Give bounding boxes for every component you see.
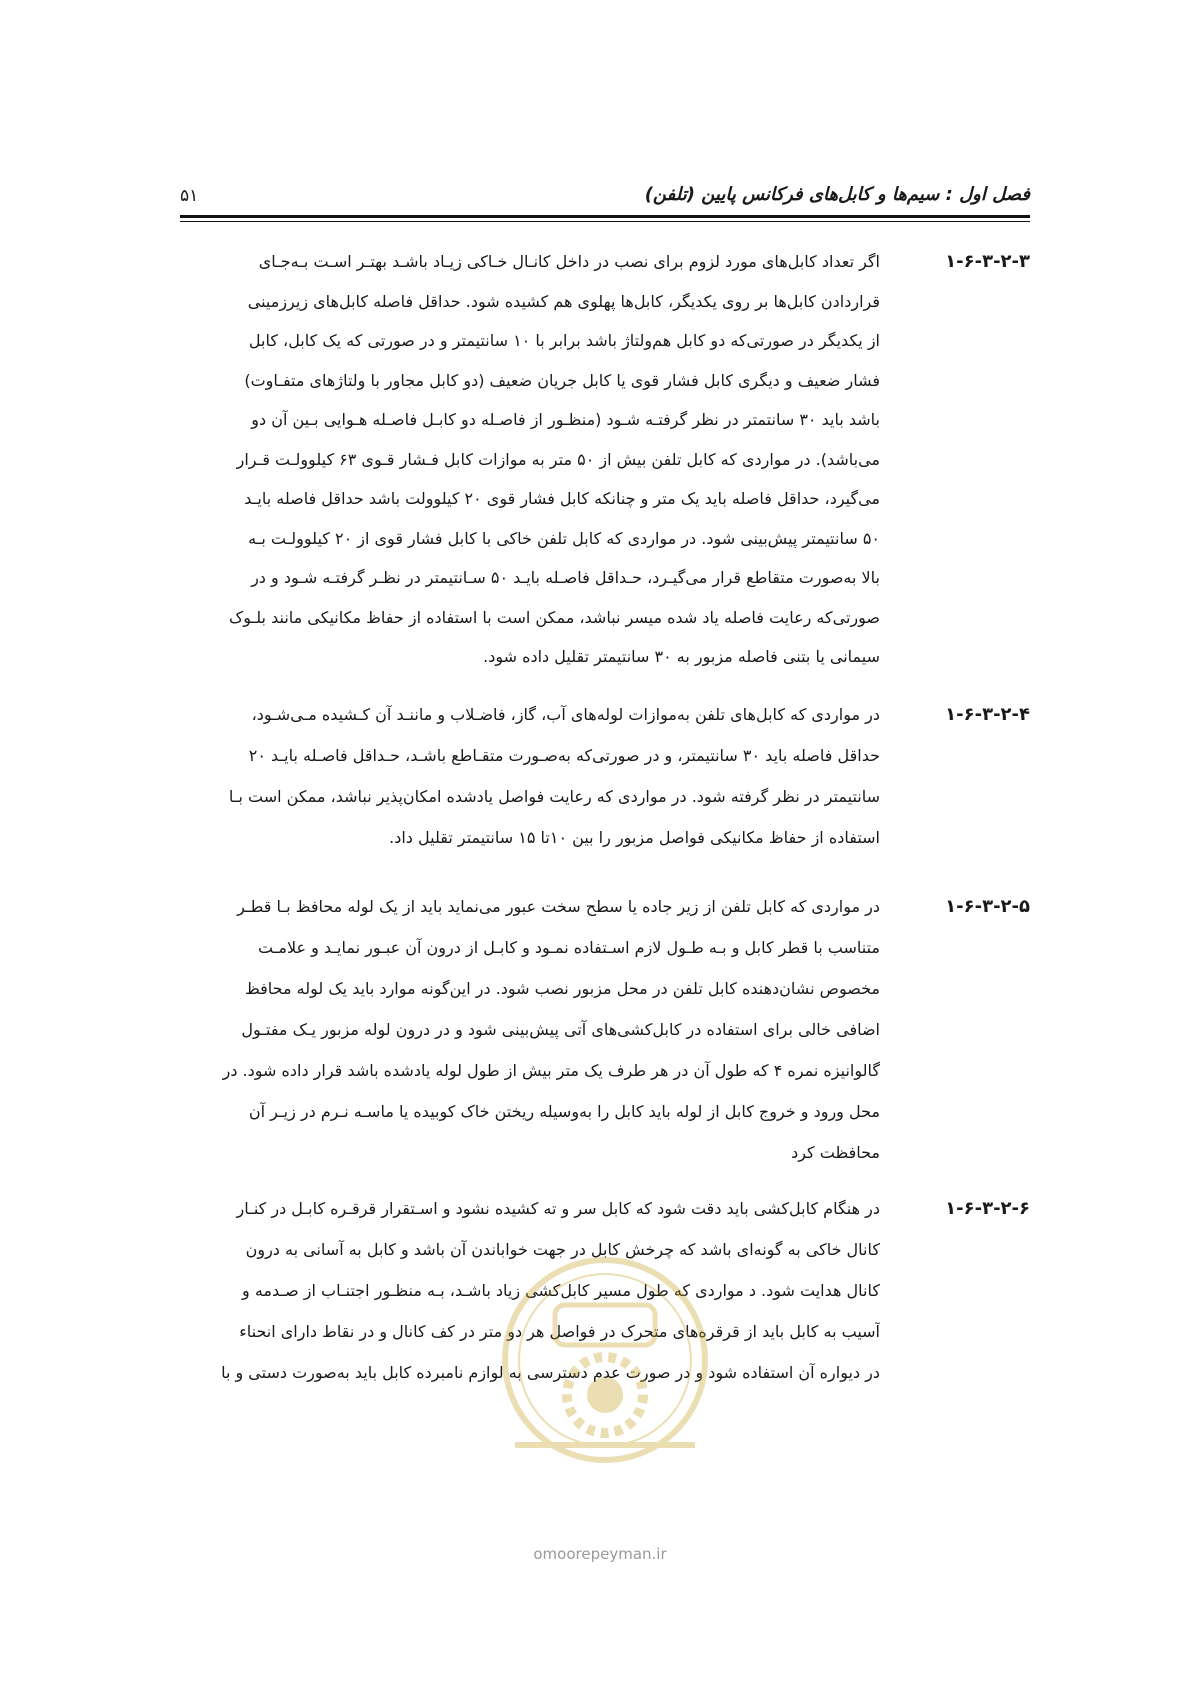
paragraph-line: باشد باید ۳۰ سانتمتر در نظر گرفتـه شـود (منظـور از فاصـله دو کابـل فاصـله هـوایی بـین آن دو — [251, 410, 880, 429]
paragraph-line: اگر تعداد کابل‌های مورد لزوم برای نصب در داخل کانـال خـاکی زیـاد باشـد بهتـر اسـت بـه‌جـای — [258, 252, 880, 271]
page-header — [180, 178, 1030, 214]
section-number: ۱-۶-۳-۲-۶ — [945, 1198, 1030, 1219]
paragraph-line: قراردادن کابل‌ها بر روی یکدیگر، کابل‌ها پهلوی هم کشیده شود. حداقل فاصله کابل‌های زیرزمینی — [247, 291, 880, 311]
section-number: ۱-۶-۳-۲-۵ — [945, 896, 1030, 917]
paragraph-line: در هنگام کابل‌کشی باید دقت شود که کابل سر و ته کشیده نشود و اسـتقرار قرقـره کابـل در کنـار — [236, 1199, 880, 1218]
watermark-seal-logo — [485, 1245, 725, 1495]
paragraph-line: در مواردی که کابل‌های تلفن به‌موازات لوله‌های آب، گاز، فاضـلاب و ماننـد آن کـشیده مـی‌شـود، — [251, 705, 880, 724]
paragraph-line: در مواردی که کابل تلفن از زیر جاده یا سطح سخت عبور می‌نماید باید از یک لوله محافظ بـا قطـر — [237, 897, 880, 916]
paragraph-line: از یکدیگر در صورتی‌که دو کابل هم‌ولتاژ باشد برابر با ۱۰ سانتیمتر و در صورتی که یک کابل، کابل — [248, 331, 880, 350]
paragraph-line: صورتی‌که رعایت فاصله یاد شده میسر نباشد، ممکن است با استفاده از حفاظ مکانیکی مانند بلـوک — [228, 607, 880, 627]
paragraph-line: می‌گیرد، حداقل فاصله باید یک متر و چنانکه کابل فشار قوی ۲۰ کیلوولت باشد حداقل فاصله بایـد — [244, 489, 880, 508]
section-number: ۱-۶-۳-۲-۳ — [945, 251, 1030, 272]
paragraph-line: محل ورود و خروج کابل از لوله باید کابل را به‌وسیله ریختن خاک کوبیده یا ماسـه نـرم در زیـر آن — [248, 1102, 880, 1121]
paragraph-line: کانال هدایت شود. د مواردی که طول مسیر کابل‌کشی زیاد باشـد، بـه منظـور اجتنـاب از صـدمه و — [242, 1281, 880, 1300]
header-rule-thin — [180, 221, 1030, 222]
paragraph-line: ۵۰ سانتیمتر پیش‌بینی شود. در مواردی که کابل تلفن خاکی با کابل فشار قوی از ۲۰ کیلوولـت بـه — [248, 528, 880, 548]
paragraph-line: اضافی خالی برای استفاده در کابل‌کشی‌های آتی پیش‌بینی شود و در درون لوله مزبور یـک مفتـول — [241, 1020, 880, 1039]
paragraph-line: گالوانیزه نمره ۴ که طول آن در هر طرف یک متر بیش از طول لوله یادشده باشد قرار داده شود. در — [222, 1061, 880, 1080]
paragraph-line: سیمانی یا بتنی فاصله مزبور به ۳۰ سانتیمتر تقلیل داده شود. — [483, 647, 880, 666]
page-number: ۵۱ — [180, 186, 199, 206]
paragraph-line: محافظت کرد — [791, 1143, 880, 1162]
paragraph-line: متناسب با قطر کابل و بـه طـول لازم اسـتفاده نمـود و کابـل از درون آن عبـور نمایـد و علامـت — [257, 938, 880, 957]
paragraph-line: استفاده از حفاظ مکانیکی فواصل مزبور را بین ۱۰تا ۱۵ سانتیمتر تقلیل داد. — [389, 828, 880, 847]
paragraph-line: مخصوص نشان‌دهنده کابل تلفن در محل مزبور نصب شود. در این‌گونه موارد باید یک لوله محافظ — [244, 979, 880, 998]
paragraph-line: فشار ضعیف و دیگری کابل فشار قوی یا کابل جریان ضعیف (دو کابل مجاور با ولتاژهای متفـاوت) — [244, 370, 880, 390]
chapter-title: فصل اول : سیم‌ها و کابل‌های فرکانس پایین (تلفن) — [644, 184, 1030, 205]
paragraph-line: می‌باشد). در مواردی که کابل تلفن بیش از ۵۰ متر به موازات کابل فـشار قـوی ۶۳ کیلوولـت قـرار — [236, 449, 880, 469]
section-number: ۱-۶-۳-۲-۴ — [945, 704, 1030, 725]
watermark-url: omoorepeyman.ir — [533, 1545, 667, 1563]
paragraph-line: بالا به‌صورت متقاطع قرار می‌گیـرد، حـداقل فاصـله بایـد ۵۰ سـانتیمتر در نظـر گرفتـه شـود و در — [251, 568, 880, 587]
paragraph-line: در دیواره آن استفاده شود و در صورت عدم دسترسی به لوازم نامبرده کابل باید به‌صورت دستی و با — [221, 1363, 880, 1382]
paragraph-line: کانال خاکی به گونه‌ای باشد که چرخش کابل در جهت خواباندن آن باشد و کابل به آسانی به درون — [245, 1240, 880, 1259]
paragraph-line: حداقل فاصله باید ۳۰ سانتیمتر، و در صورتی‌که به‌صـورت متقـاطع باشـد، حـداقل فاصـله بایـد ۲۰ — [248, 746, 880, 765]
paragraph-line: سانتیمتر در نظر گرفته شود. در مواردی که رعایت فواصل یادشده امکان‌پذیر نباشد، ممکن است بـا — [228, 787, 880, 806]
header-rule-thick — [180, 215, 1030, 218]
paragraph-line: آسیب به کابل باید از قرقره‌های متحرک در فواصل هر دو متر در کف کانال و در نقاط دارای انحناء — [239, 1322, 880, 1341]
